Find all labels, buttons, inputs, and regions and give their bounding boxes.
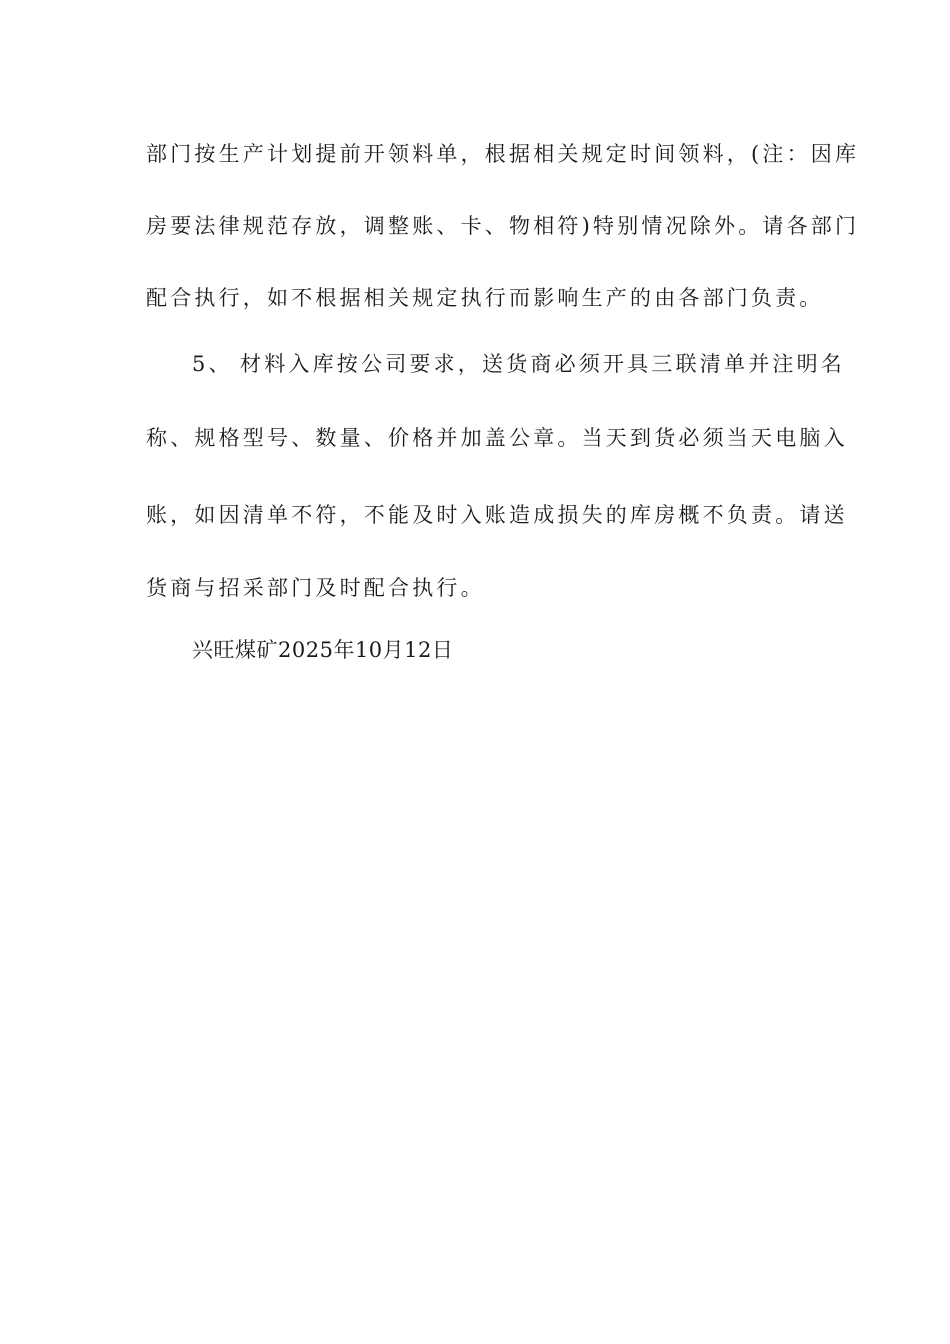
paragraph-4-line-2: 房要法律规范存放，调整账、卡、物相符)特别情况除外。请各部门 [146, 214, 860, 238]
paragraph-5-line-3: 账，如因清单不符，不能及时入账造成损失的库房概不负责。请送 [146, 503, 848, 527]
paragraph-4-line-3: 配合执行，如不根据相关规定执行而影响生产的由各部门负责。 [146, 286, 824, 310]
paragraph-5-line-1 [192, 350, 852, 378]
paragraph-4-line-1: 部门按生产计划提前开领料单，根据相关规定时间领料，(注：因库 [146, 142, 860, 166]
paragraph-5-line-4: 货商与招采部门及时配合执行。 [146, 576, 485, 600]
paragraph-5-number: 5、 [192, 352, 233, 376]
paragraph-5-line-1-text: 材料入库按公司要求，送货商必须开具三联清单并注明名 [240, 352, 845, 376]
paragraph-5-line-2: 称、规格型号、数量、价格并加盖公章。当天到货必须当天电脑入 [146, 426, 848, 450]
signature-date-line: 兴旺煤矿2025年10月12日 [192, 638, 454, 662]
